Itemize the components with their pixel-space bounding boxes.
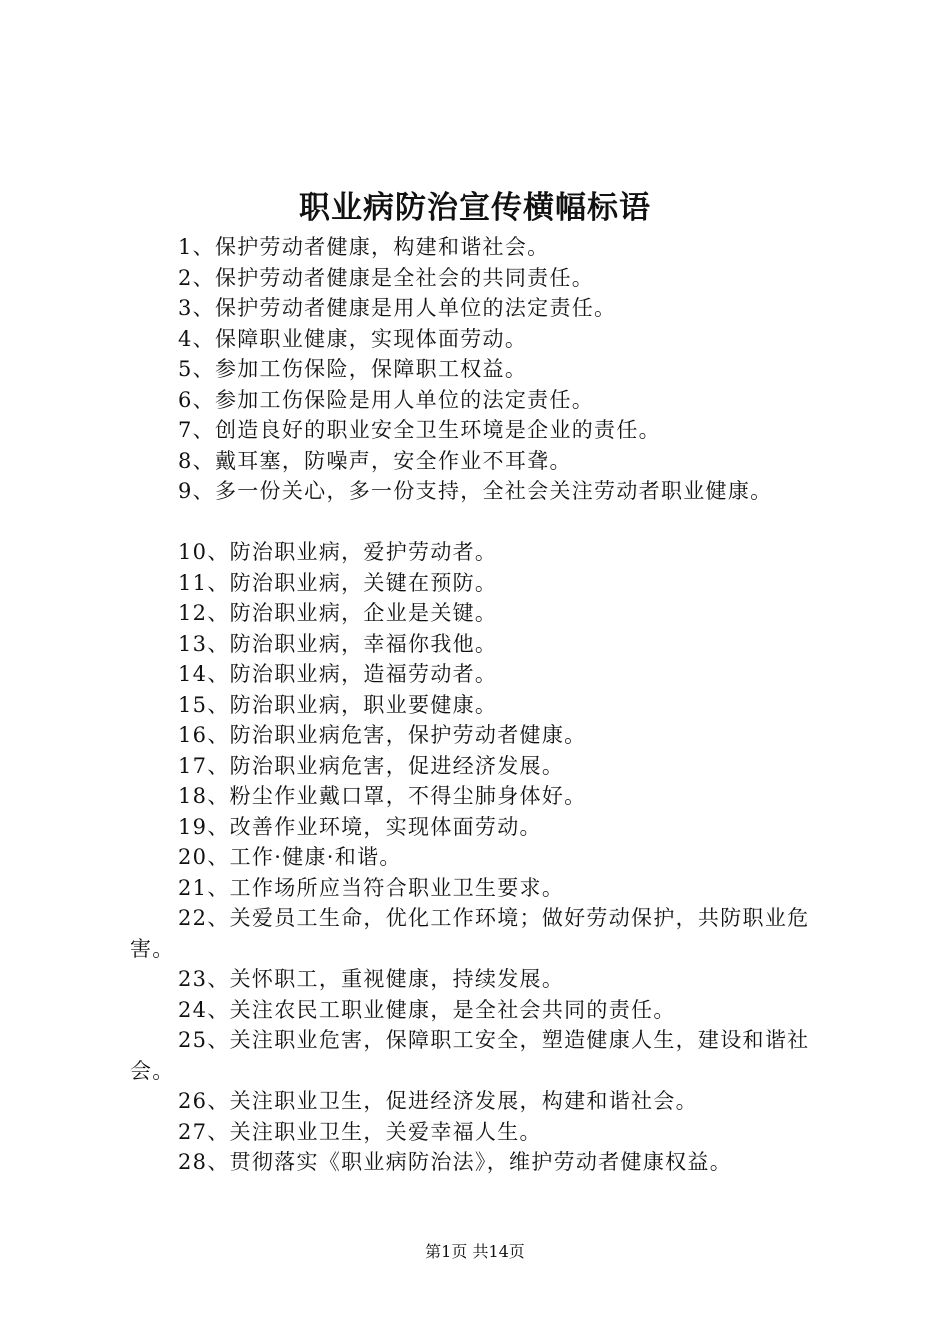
- paragraph-gap: [130, 507, 850, 538]
- slogan-item: 1、保护劳动者健康，构建和谐社会。: [178, 235, 550, 259]
- slogan-item: 18、粉尘作业戴口罩，不得尘肺身体好。: [178, 784, 587, 808]
- slogan-item: 12、防治职业病，企业是关键。: [178, 601, 498, 625]
- slogan-item: 10、防治职业病，爱护劳动者。: [178, 540, 498, 564]
- slogan-item: 17、防治职业病危害，促进经济发展。: [178, 753, 565, 778]
- slogan-item: 19、改善作业环境，实现体面劳动。: [178, 814, 542, 839]
- slogan-item: 24、关注农民工职业健康，是全社会共同的责任。: [178, 997, 676, 1022]
- slogan-item: 8、戴耳塞，防噪声，安全作业不耳聋。: [178, 448, 572, 473]
- slogan-item: 4、保障职业健康，实现体面劳动。: [178, 326, 528, 351]
- slogan-item: 28、贯彻落实《职业病防治法》，维护劳动者健康权益。: [178, 1150, 733, 1174]
- document-title: 职业病防治宣传横幅标语: [299, 190, 651, 226]
- slogan-list: [130, 232, 850, 1178]
- slogan-item: 26、关注职业卫生，促进经济发展，构建和谐社会。: [178, 1089, 698, 1113]
- slogan-item: 5、参加工伤保险，保障职工权益。: [178, 357, 528, 381]
- slogan-item: 6、参加工伤保险是用人单位的法定责任。: [178, 387, 595, 412]
- page-footer: 第1页 共14页: [425, 1242, 525, 1261]
- slogan-item: 9、多一份关心，多一份支持，全社会关注劳动者职业健康。: [178, 479, 773, 503]
- slogan-item: 13、防治职业病，幸福你我他。: [178, 631, 498, 656]
- slogan-item: 3、保护劳动者健康是用人单位的法定责任。: [178, 296, 617, 320]
- slogan-item: 22、关爱员工生命，优化工作环境；做好劳动保护，共防职业危害。: [130, 906, 810, 961]
- slogan-item: 14、防治职业病，造福劳动者。: [178, 662, 498, 686]
- slogan-item: 25、关注职业危害，保障职工安全，塑造健康人生，建设和谐社会。: [130, 1028, 810, 1083]
- slogan-item: 7、创造良好的职业安全卫生环境是企业的责任。: [178, 418, 661, 442]
- slogan-item: 11、防治职业病，关键在预防。: [178, 570, 498, 595]
- slogan-item: 20、工作·健康·和谐。: [178, 845, 402, 869]
- slogan-item: 21、工作场所应当符合职业卫生要求。: [178, 875, 565, 900]
- slogan-item: 15、防治职业病，职业要健康。: [178, 692, 498, 717]
- slogan-item: 27、关注职业卫生，关爱幸福人生。: [178, 1119, 542, 1144]
- slogan-item: 2、保护劳动者健康是全社会的共同责任。: [178, 265, 595, 290]
- slogan-item: 16、防治职业病危害，保护劳动者健康。: [178, 723, 587, 747]
- slogan-item: 23、关怀职工，重视健康，持续发展。: [178, 967, 565, 991]
